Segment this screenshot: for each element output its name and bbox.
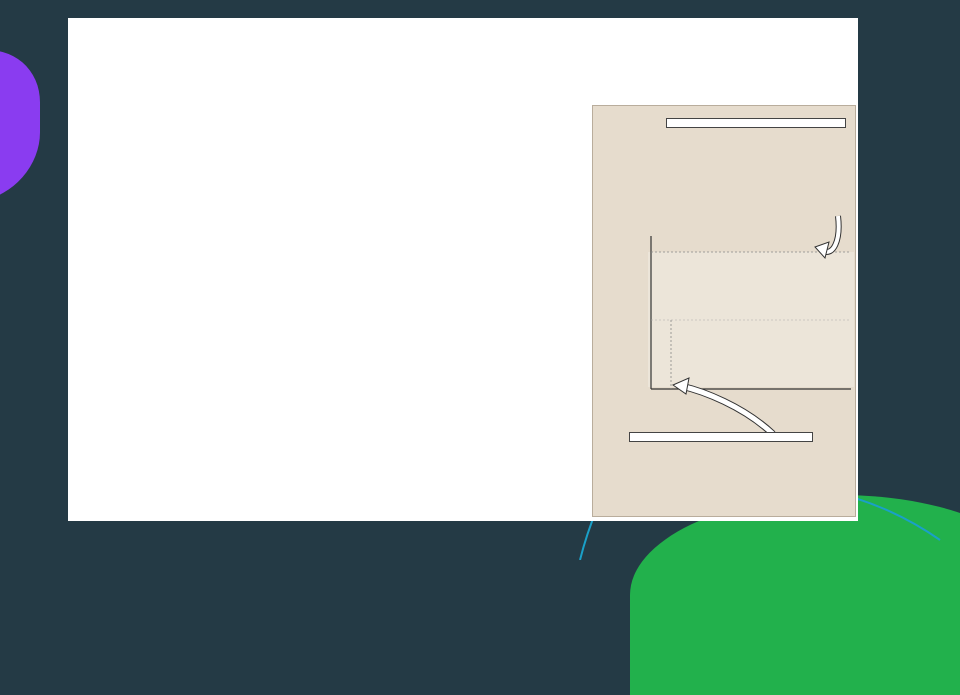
low-concentration-callout xyxy=(629,432,813,442)
plot-area xyxy=(648,252,854,387)
michaelis-menten-figure xyxy=(592,105,856,517)
decorative-purple-shape xyxy=(0,42,40,203)
michaelis-menten-graph xyxy=(593,106,855,516)
slide-content xyxy=(68,18,858,521)
high-concentration-callout xyxy=(666,118,846,128)
bottom-arrow-outline xyxy=(681,386,773,434)
